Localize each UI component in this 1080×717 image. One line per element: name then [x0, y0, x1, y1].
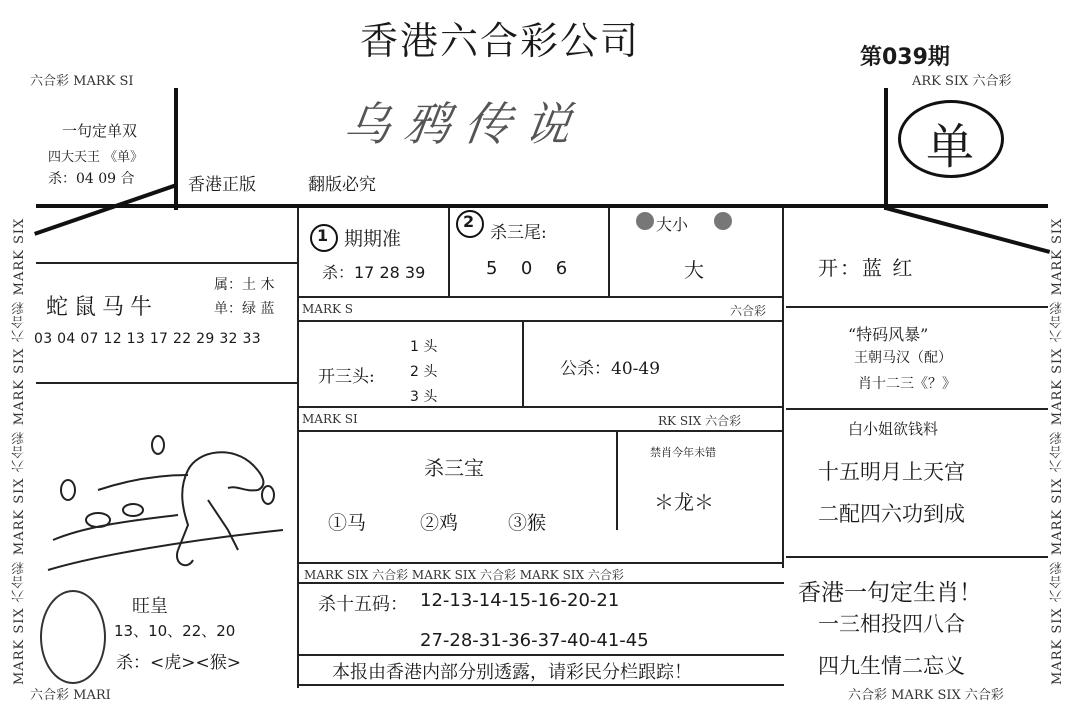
dinosaur-illustration	[38, 430, 288, 580]
issue-number: 第039期	[860, 45, 950, 70]
girl-title: 白小姐欲钱料	[848, 420, 939, 438]
watermark-mid2-right: RK SIX 六合彩	[658, 414, 742, 428]
watermark-top-left: 六合彩 MARK SI	[30, 74, 134, 89]
left-numbers: 03 04 07 12 13 17 22 29 32 33	[34, 331, 261, 347]
line-diagonal-left	[34, 183, 177, 236]
wang-huang: 旺皇	[132, 596, 168, 617]
center-divider-3	[298, 406, 784, 408]
hk-line-1: 一三相投四八合	[818, 612, 965, 636]
line-diagonal-right	[885, 206, 1050, 254]
one-line-odd-even: 一句定单双	[62, 122, 138, 140]
sha-item-2: ②鸡	[420, 512, 459, 534]
watermark-left-vertical: MARK SIX 六合彩 MARK SIX 六合彩 MARK SIX 六合彩 MARK SIX	[12, 217, 27, 685]
wang-huang-numbers: 13、10、22、20	[114, 622, 236, 640]
copyright-notice: 翻版必究	[308, 175, 376, 195]
zodiac-small-title: 禁肖今年未错	[650, 446, 716, 459]
right-divider-3	[786, 556, 1048, 558]
box2-values: 5 0 6	[486, 258, 572, 279]
left-column-right-border	[297, 208, 299, 688]
storm-line-1: 王朝马汉（配）	[854, 350, 952, 366]
element-attr: 属：土 木	[214, 277, 275, 293]
watermark-mid1-right: 六合彩	[730, 304, 767, 318]
left-row-divider-2	[36, 382, 298, 384]
box1-right-border	[448, 208, 450, 298]
sha-box-right-border	[616, 430, 618, 530]
center-divider-2	[298, 320, 784, 322]
center-divider-1	[298, 296, 784, 298]
watermark-mid3: MARK SIX 六合彩 MARK SIX 六合彩 MARK SIX 六合彩	[304, 568, 624, 582]
storm-line-2: 肖十二三《？》	[858, 376, 956, 392]
kai-head-2: 2 头	[410, 364, 438, 380]
flower-icon-left	[636, 212, 654, 230]
line-top-left-vertical	[174, 88, 178, 210]
watermark-right-vertical: MARK SIX 六合彩 MARK SIX 六合彩 MARK SIX 六合彩 MARK SIX	[1050, 217, 1065, 685]
top-left-kill: 杀：04 09 合	[48, 171, 135, 187]
kill15-row2: 27-28-31-36-37-40-41-45	[420, 630, 649, 651]
box1-kill: 杀：17 28 39	[322, 263, 426, 282]
zodiac-value: ＊龙＊	[654, 490, 714, 514]
box2-number: 2	[463, 212, 475, 231]
center-divider-4	[298, 430, 784, 432]
center-bottom-border	[298, 684, 784, 686]
watermark-mid2-left: MARK SI	[302, 412, 358, 426]
calligraphy-title: 乌鸦传说	[340, 97, 589, 151]
kai-head-3: 3 头	[410, 389, 438, 405]
box1-number: 1	[317, 226, 329, 245]
wang-huang-kill: 杀：<虎><猴>	[116, 653, 241, 673]
hk-title: 香港一句定生肖！	[798, 580, 982, 606]
color-attr: 单：绿 蓝	[214, 301, 275, 317]
sha-item-1: ①马	[328, 512, 367, 534]
center-divider-5	[298, 562, 784, 564]
box3-value: 大	[684, 258, 704, 282]
box2-title: 杀三尾:	[490, 223, 547, 243]
right-open: 开：蓝 红	[818, 256, 915, 280]
kill15-row1: 12-13-14-15-16-20-21	[420, 590, 620, 611]
kai-box-right-border	[522, 320, 524, 406]
sha-item-3: ③猴	[508, 512, 547, 534]
sha-san-bao-title: 杀三宝	[424, 456, 484, 480]
company-title: 香港六合彩公司	[360, 19, 641, 63]
odd-badge-char: 单	[926, 119, 975, 175]
official-edition: 香港正版	[188, 175, 256, 195]
flower-icon-right	[714, 212, 732, 230]
watermark-mid1-left: MARK S	[302, 302, 353, 316]
line-main-horizontal	[36, 204, 1048, 208]
hk-line-2: 四九生情二忘义	[818, 654, 965, 678]
watermark-top-right: ARK SIX 六合彩	[912, 74, 1012, 89]
right-divider-1	[786, 306, 1048, 308]
center-right-border	[782, 208, 784, 568]
kai-san-tou-label: 开三头:	[318, 367, 375, 387]
watermark-bottom-right: 六合彩 MARK SIX 六合彩	[848, 688, 1004, 703]
zodiac-four: 蛇鼠马牛	[46, 295, 159, 320]
center-divider-7	[298, 654, 784, 656]
line-top-right-vertical	[884, 88, 888, 210]
box3-title: 大小	[656, 215, 689, 234]
footer-note: 本报由香港内部分别透露，请彩民分栏跟踪！	[332, 662, 692, 683]
box2-right-border	[608, 208, 610, 298]
four-kings: 四大天王 《单》	[48, 150, 144, 165]
girl-line-1: 十五明月上天宫	[818, 460, 965, 484]
storm-title: “特码风暴”	[848, 325, 929, 344]
box1-title: 期期准	[344, 228, 402, 250]
gong-sha: 公杀：40-49	[560, 359, 661, 379]
kai-head-1: 1 头	[410, 339, 438, 355]
kill15-label: 杀十五码：	[318, 594, 408, 615]
left-row-divider-1	[36, 262, 298, 264]
watermark-bottom-left: 六合彩 MARI	[30, 688, 111, 703]
girl-line-2: 二配四六功到成	[818, 502, 965, 526]
red-seal-stamp	[40, 590, 106, 684]
right-divider-2	[786, 408, 1048, 410]
